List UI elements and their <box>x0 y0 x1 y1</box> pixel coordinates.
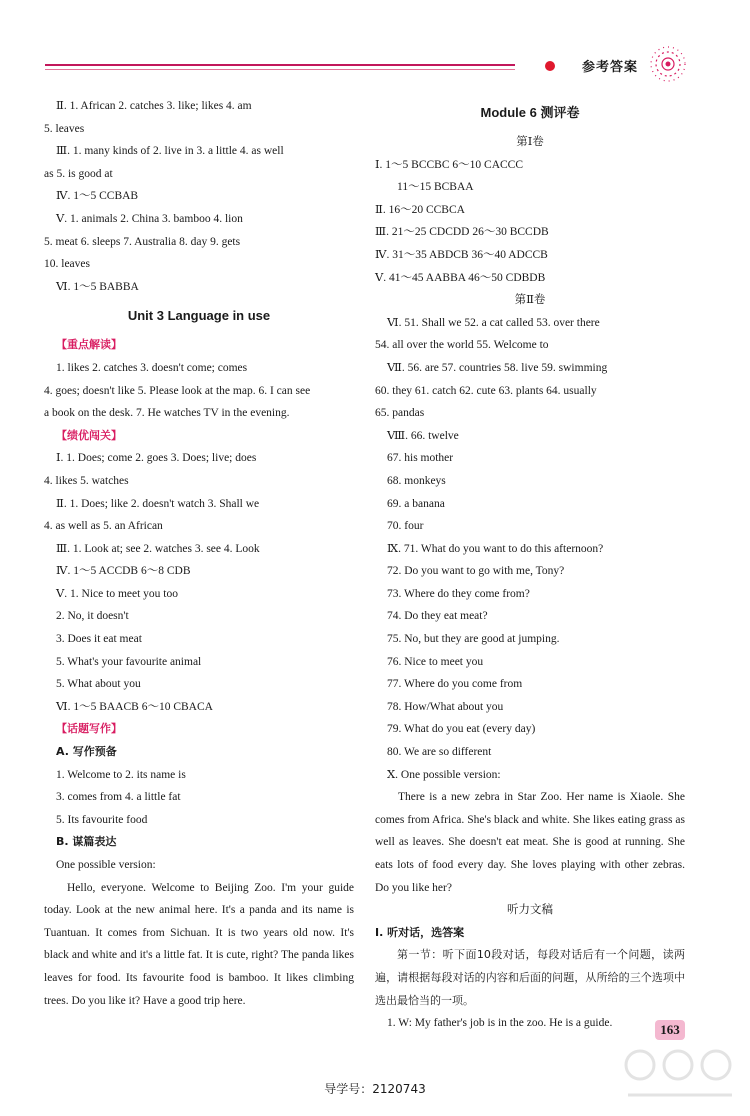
left-line: 10. leaves <box>44 258 90 271</box>
right-line: Ⅶ. 56. are 57. countries 58. live 59. swimming <box>387 361 608 374</box>
left-line: 【话题写作】 <box>56 722 122 736</box>
right-line: Module 6 测评卷 <box>480 105 580 120</box>
left-line: 【绩优闯关】 <box>56 428 122 442</box>
left-line: 5. meat 6. sleeps 7. Australia 8. day 9. gets <box>44 235 241 248</box>
left-line: One possible version: <box>56 859 156 871</box>
right-line: 68. monkeys <box>387 474 446 487</box>
right-line: 79. What do you eat (every day) <box>387 723 536 736</box>
left-line: Ⅴ. 1. Nice to meet you too <box>56 587 179 600</box>
right-line: 第Ⅱ卷 <box>514 294 546 307</box>
right-line: 第Ⅰ卷 <box>516 136 544 148</box>
right-line: Ⅱ. 16～20 CCBCA <box>375 203 465 216</box>
page-number: 163 <box>655 1020 685 1040</box>
left-line: Ⅰ. 1. Does; come 2. goes 3. Does; live; does <box>56 452 257 465</box>
right-line: Ⅷ. 66. twelve <box>387 429 459 442</box>
flower-ornament-icon <box>648 44 688 84</box>
left-line: Ⅴ. 1. animals 2. China 3. bamboo 4. lion <box>56 212 243 225</box>
right-line: 80. We are so different <box>387 746 492 759</box>
left-line: 5. Its favourite food <box>56 813 148 826</box>
right-line: Ⅳ. 31～35 ABDCB 36～40 ADCCB <box>375 248 548 261</box>
right-line: 65. pandas <box>375 407 425 420</box>
left-column <box>44 95 354 1012</box>
left-line: Ⅲ. 1. many kinds of 2. live in 3. a little 4. as well <box>56 145 284 158</box>
left-line: 4. goes; doesn't like 5. Please look at the map. 6. I can see <box>44 384 311 397</box>
right-column <box>375 95 685 1035</box>
header-rule <box>45 64 515 66</box>
header-title: 参考答案 <box>582 59 639 74</box>
left-essay-paragraph: Hello, everyone. Welcome to Beijing Zoo. I'm your guide today. Look at the new animal here. It's a panda and its name is Tuantuan. It comes from Sichuan. It is two years old now. It's black and white and it's a little fat. It is cute, right? The panda likes leaves for food. Its favourite food is bamboo. It likes climbing trees. Do you like it? Have a good trip here. <box>44 881 354 1007</box>
listening-instruction: 第一节：听下面10段对话，每段对话后有一个问题，读两遍，请根据每段对话的内容和后面的问题，从所给的三个选项中选出最恰当的一项。 <box>375 948 685 1007</box>
left-line: Ⅵ. 1～5 BAACB 6～10 CBACA <box>56 700 213 713</box>
left-line: B. 谋篇表达 <box>56 835 117 849</box>
right-line: Ⅰ. 1～5 BCCBC 6～10 CACCC <box>375 158 524 171</box>
left-line: Ⅲ. 1. Look at; see 2. watches 3. see 4. Look <box>56 542 260 555</box>
left-line: 5. leaves <box>44 122 85 135</box>
left-line: a book on the desk. 7. He watches TV in the evening. <box>44 407 290 420</box>
left-line: 4. likes 5. watches <box>44 474 129 487</box>
listening-title: 听力文稿 <box>507 904 553 917</box>
header-rule-thin <box>45 69 515 70</box>
left-line: 1. Welcome to 2. its name is <box>56 768 186 781</box>
left-line: as 5. is good at <box>44 167 113 180</box>
left-line: 3. comes from 4. a little fat <box>56 791 181 804</box>
right-line: Ⅹ. One possible version: <box>387 768 501 781</box>
right-line: 75. No, but they are good at jumping. <box>387 633 560 646</box>
left-line: Ⅳ. 1～5 CCBAB <box>56 190 139 203</box>
footer-guide-number: 导学号：2120743 <box>324 1082 426 1096</box>
right-line: 67. his mother <box>387 452 454 465</box>
listening-section: Ⅰ. 听对话，选答案 <box>375 925 465 939</box>
left-line: A. 写作预备 <box>56 745 117 759</box>
right-line: 11～15 BCBAA <box>397 181 474 194</box>
right-line: Ⅸ. 71. What do you want to do this afternoon? <box>387 542 604 555</box>
right-essay-paragraph: There is a new zebra in Star Zoo. Her name is Xiaole. She comes from Africa. She's black and white. She likes eating grass as well as leaves. She doesn't eat meat. She is good at running. She eats lots of food every day. She loves playing with other zebras. Do you like her? <box>375 791 685 894</box>
left-line: 3. Does it eat meat <box>56 633 142 646</box>
right-line: 76. Nice to meet you <box>387 655 484 668</box>
right-line: 78. How/What about you <box>387 700 504 713</box>
red-dot-icon <box>545 61 555 71</box>
left-line: 5. What's your favourite animal <box>56 655 202 668</box>
left-line: Ⅱ. 1. African 2. catches 3. like; likes 4. am <box>56 100 252 112</box>
left-line: Ⅱ. 1. Does; like 2. doesn't watch 3. Shall we <box>56 497 260 510</box>
right-line: 77. Where do you come from <box>387 678 523 691</box>
left-line: Unit 3 Language in use <box>127 308 271 324</box>
right-line: 72. Do you want to go with me, Tony? <box>387 565 565 578</box>
listening-first-line: 1. W: My father's job is in the zoo. He is a guide. <box>387 1017 613 1030</box>
left-line: 【重点解读】 <box>56 338 122 352</box>
right-line: Ⅵ. 51. Shall we 52. a cat called 53. over there <box>387 316 600 329</box>
left-line: Ⅳ. 1～5 ACCDB 6～8 CDB <box>56 565 191 578</box>
right-line: 73. Where do they come from? <box>387 587 530 600</box>
right-line: 60. they 61. catch 62. cute 63. plants 64. usually <box>375 384 597 397</box>
page-header <box>0 0 750 90</box>
right-line: 69. a banana <box>387 497 445 510</box>
left-line: 5. What about you <box>56 678 141 691</box>
right-line: 70. four <box>387 520 424 533</box>
left-line: 4. as well as 5. an African <box>44 520 163 533</box>
left-line: 2. No, it doesn't <box>56 610 129 623</box>
right-line: Ⅲ. 21～25 CDCDD 26～30 BCCDB <box>375 226 549 239</box>
right-line: 74. Do they eat meat? <box>387 610 488 623</box>
left-line: 1. likes 2. catches 3. doesn't come; comes <box>56 361 248 374</box>
left-line: Ⅵ. 1～5 BABBA <box>56 280 139 293</box>
watermark-logo <box>620 1040 740 1110</box>
right-line: Ⅴ. 41～45 AABBA 46～50 CDBDB <box>375 271 546 284</box>
right-line: 54. all over the world 55. Welcome to <box>375 339 549 352</box>
